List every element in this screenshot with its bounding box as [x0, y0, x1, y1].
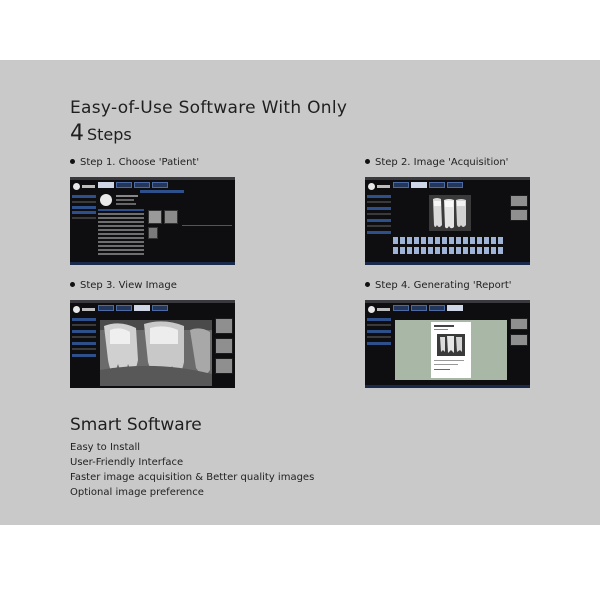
smart-software-title: Smart Software [70, 415, 202, 435]
avatar [100, 194, 112, 206]
tab-acquisition [116, 182, 132, 188]
step-4-label [365, 280, 512, 291]
app-logo-icon [73, 306, 95, 314]
tab-acquisition [411, 305, 427, 311]
thumbnail-strip [510, 195, 528, 261]
page-subtitle [70, 121, 132, 146]
step-1-label [70, 157, 199, 168]
xray-image [100, 320, 212, 386]
step-1-screenshot [70, 177, 235, 265]
feature-item: Optional image preference [70, 487, 204, 498]
xray-image [429, 195, 471, 231]
sidebar [72, 318, 96, 384]
step-4-text: Step 4. Generating 'Report' [375, 280, 512, 291]
viewer-toolbar [100, 313, 180, 318]
bullet-icon [70, 282, 75, 287]
thumbnail-grid [393, 237, 505, 257]
content-panel [0, 60, 600, 525]
tab-patient [98, 182, 114, 188]
thumbnail [164, 210, 178, 224]
step-3-text: Step 3. View Image [80, 280, 177, 291]
report-xray [437, 334, 465, 356]
titlebar [70, 177, 235, 180]
app-logo-icon [368, 306, 390, 314]
tab-patient [393, 182, 409, 188]
tab-report [447, 305, 463, 311]
step-2-label [365, 157, 508, 168]
bullet-icon [365, 159, 370, 164]
step-2-text: Step 2. Image 'Acquisition' [375, 157, 509, 168]
step-3-label [70, 280, 177, 291]
report-toolbar [395, 313, 475, 318]
thumbnail-strip [510, 318, 528, 384]
report-page [431, 322, 471, 378]
step-4-screenshot [365, 300, 530, 388]
patient-table [98, 209, 144, 261]
thumbnail [148, 227, 158, 239]
bullet-icon [70, 159, 75, 164]
report-canvas [395, 320, 507, 380]
tab-report [152, 305, 168, 311]
tab-patient [98, 305, 114, 311]
feature-item: Easy to Install [70, 442, 141, 453]
app-logo-icon [368, 183, 390, 191]
tab-acquisition [116, 305, 132, 311]
step-3-screenshot [70, 300, 235, 388]
thumbnail [148, 210, 162, 224]
tab-report [152, 182, 168, 188]
sidebar [367, 318, 391, 384]
bullet-icon [365, 282, 370, 287]
tab-patient [393, 305, 409, 311]
tab-acquisition [411, 182, 427, 188]
tab-viewer [429, 305, 445, 311]
feature-item: User-Friendly Interface [70, 457, 184, 468]
tab-viewer [134, 182, 150, 188]
feature-item: Faster image acquisition & Better quality images [70, 472, 315, 483]
steps-count: 4 [70, 121, 84, 146]
app-logo-icon [73, 183, 95, 191]
sidebar [367, 195, 391, 261]
step-1-text: Step 1. Choose 'Patient' [80, 157, 200, 168]
tab-viewer [429, 182, 445, 188]
tab-report [447, 182, 463, 188]
steps-word: Steps [87, 125, 132, 144]
sidebar [72, 195, 96, 261]
tab-viewer [134, 305, 150, 311]
step-2-screenshot [365, 177, 530, 265]
thumbnail-strip [215, 318, 233, 384]
page-title: Easy-of-Use Software With Only [70, 98, 348, 118]
